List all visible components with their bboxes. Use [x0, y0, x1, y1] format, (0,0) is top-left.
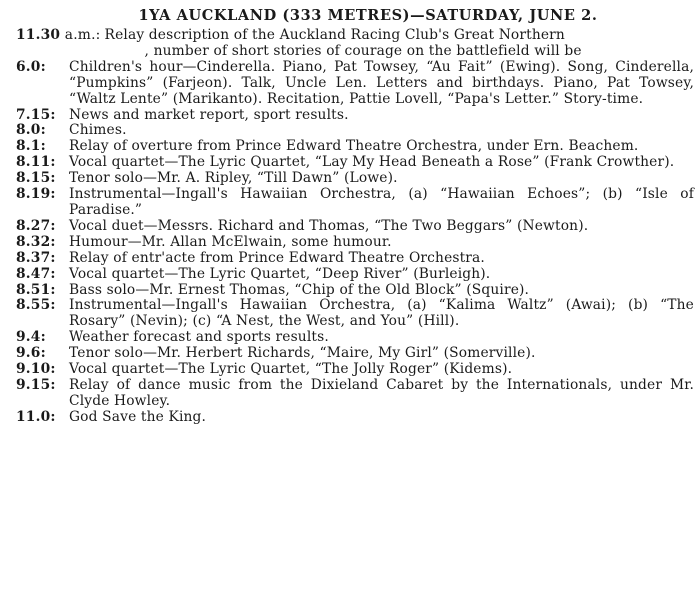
entry-description: God Save the King.: [69, 408, 207, 425]
entry-time: 9.6:: [16, 345, 46, 362]
entry-time: 8.11:: [16, 154, 56, 171]
entry-time: 9.10:: [16, 361, 56, 378]
entry-description: Children's hour—Cinderella. Piano, Pat Towsey, “Au Fait” (Ewing). Song, Cinderella, “Pumpkins” (Farjeon). Talk, Uncle Len. Letters and birthdays. Piano, Pat Towsey, “Waltz Lente” (Marikanto). Recitation, Pattie Lovell, “Papa's Letter.” Story-time.: [69, 58, 694, 107]
programme-entry: [16, 346, 694, 362]
programme-entry: [16, 235, 694, 251]
programme-entry: [16, 330, 694, 346]
programme-entry: [16, 123, 694, 139]
programme-entry: [16, 139, 694, 155]
entry-time: 8.27:: [16, 217, 56, 234]
entry-description: Relay of entr'acte from Prince Edward Theatre Orchestra.: [69, 249, 485, 266]
entry-time: 9.15:: [16, 376, 56, 393]
entry-time: 8.19:: [16, 186, 56, 203]
entry-time: 8.55:: [16, 297, 56, 314]
programme-entry: [16, 410, 694, 426]
programme-entry: [16, 267, 694, 283]
programme-entry: [16, 378, 694, 410]
entry-time: 8.51:: [16, 281, 56, 298]
entry-description: Vocal quartet—The Lyric Quartet, “Deep River” (Burleigh).: [69, 265, 491, 282]
entry-description: Humour—Mr. Allan McElwain, some humour.: [69, 233, 392, 250]
entry-time: 8.1:: [16, 138, 46, 155]
entry-description: Tenor solo—Mr. A. Ripley, “Till Dawn” (Lowe).: [69, 170, 398, 187]
programme-entry-1130: [16, 28, 694, 60]
entry-description: [101, 28, 694, 60]
entry-description: Weather forecast and sports results.: [69, 329, 329, 346]
entry-time-suffix: a.m.:: [60, 27, 101, 43]
entry-time: 7.15:: [16, 106, 56, 123]
entry-description: Instrumental—Ingall's Hawaiian Orchestra, (a) “Kalima Waltz” (Awai); (b) “The Rosary” (Nevin); (c) “A Nest, the West, and You” (Hill).: [69, 297, 694, 330]
entry-description: Chimes.: [69, 122, 127, 139]
entry-description: Tenor solo—Mr. Herbert Richards, “Maire, My Girl” (Somerville).: [69, 345, 536, 362]
programme-entry: [16, 108, 694, 124]
entry-description: Relay of dance music from the Dixieland Cabaret by the Internationals, under Mr. Clyde Howley.: [69, 376, 694, 409]
entry-time: 11.0:: [16, 408, 56, 425]
programme-title: 1YA AUCKLAND (333 METRES)—SATURDAY, JUNE 2.: [138, 7, 598, 24]
entry-description: Bass solo—Mr. Ernest Thomas, “Chip of the Old Block” (Squire).: [69, 281, 530, 298]
entry-time: 8.0:: [16, 122, 46, 139]
entry-description: Instrumental—Ingall's Hawaiian Orchestra, (a) “Hawaiian Echoes”; (b) “Isle of Paradise.”: [69, 186, 694, 218]
entry-description-line2: , number of short stories of courage on the battlefield will be: [144, 42, 582, 59]
programme-entry: [16, 362, 694, 378]
entry-time: 8.32:: [16, 233, 56, 250]
entry-time: 8.47:: [16, 265, 56, 282]
entry-time: 8.15:: [16, 170, 56, 187]
programme-entry: [16, 283, 694, 299]
entry-time: 6.0:: [16, 58, 46, 75]
programme-entry: [16, 60, 694, 108]
entry-time: 9.4:: [16, 329, 46, 346]
programme-entry: [16, 298, 694, 330]
programme-entry: [16, 219, 694, 235]
entry-time-value: 11.30: [16, 27, 61, 43]
programme-entry: [16, 251, 694, 267]
entry-description: Vocal quartet—The Lyric Quartet, “Lay My Head Beneath a Rose” (Frank Crowther).: [69, 154, 675, 171]
entry-description-line1: Relay description of the Auckland Racing Club's Great Northern: [104, 27, 565, 43]
entry-description: Vocal quartet—The Lyric Quartet, “The Jolly Roger” (Kidems).: [69, 361, 513, 378]
programme-entry: [16, 171, 694, 187]
programme-entry: [16, 155, 694, 171]
programme-entry: [16, 187, 694, 219]
entry-time: 8.37:: [16, 249, 56, 266]
entry-time: [16, 28, 101, 60]
entry-description: Vocal duet—Messrs. Richard and Thomas, “The Two Beggars” (Newton).: [69, 217, 589, 234]
entry-description: Relay of overture from Prince Edward Theatre Orchestra, under Ern. Beachem.: [69, 138, 639, 155]
entry-description: News and market report, sport results.: [69, 106, 349, 123]
